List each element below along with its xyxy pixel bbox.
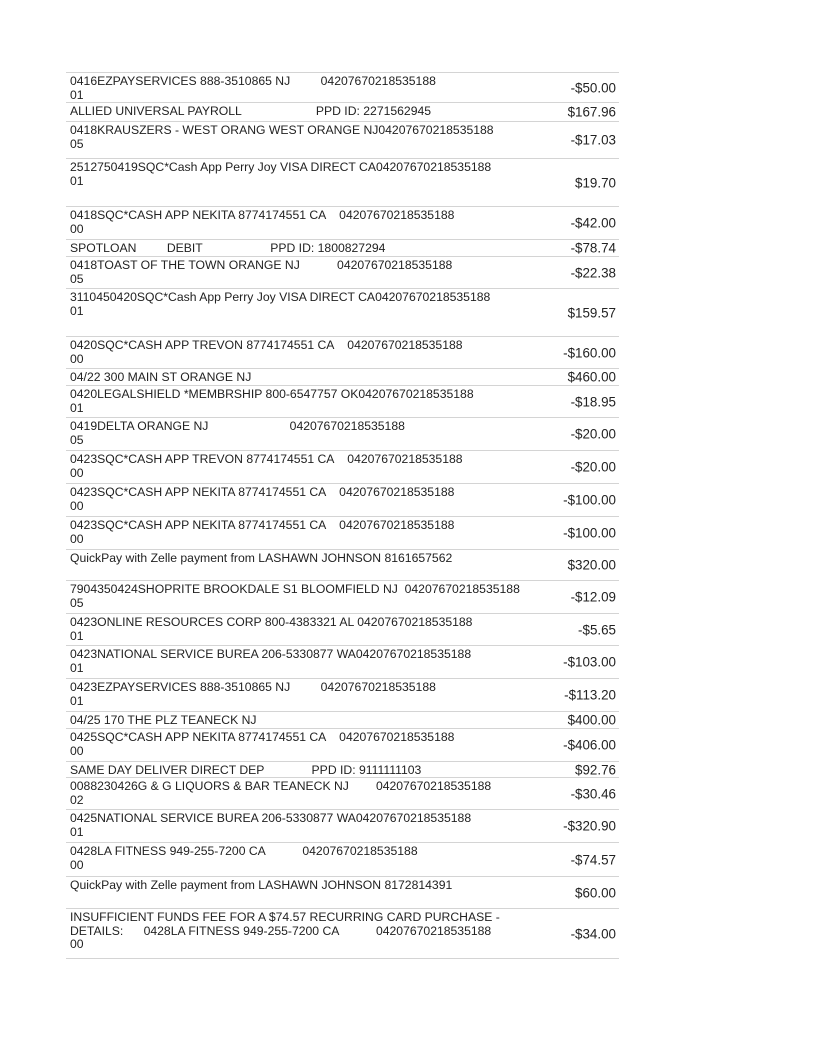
transaction-description bbox=[70, 209, 540, 236]
transaction-amount: $159.57 bbox=[567, 305, 616, 320]
transaction-description bbox=[70, 845, 540, 872]
transaction-row bbox=[66, 762, 619, 778]
transaction-amount: -$50.00 bbox=[570, 80, 616, 95]
transaction-row bbox=[66, 103, 619, 122]
transaction-row bbox=[66, 581, 619, 614]
transaction-amount: -$160.00 bbox=[563, 345, 616, 360]
transaction-description bbox=[70, 339, 540, 366]
transaction-description bbox=[70, 242, 540, 256]
transaction-description bbox=[70, 519, 540, 546]
transaction-description bbox=[70, 648, 540, 675]
description-line: 00 bbox=[70, 857, 84, 872]
transaction-row bbox=[66, 729, 619, 762]
description-line: 7904350424SHOPRITE BROOKDALE S1 BLOOMFIELD NJ 04207670218535188 bbox=[70, 582, 520, 596]
transaction-row bbox=[66, 451, 619, 484]
transaction-amount: -$20.00 bbox=[570, 459, 616, 475]
transaction-amount: $460.00 bbox=[567, 369, 616, 385]
transaction-amount: $167.96 bbox=[567, 104, 616, 120]
transaction-amount: -$42.00 bbox=[570, 215, 616, 231]
description-line: 0423EZPAYSERVICES 888-3510865 NJ 04207670218535188 bbox=[70, 680, 436, 694]
transaction-description bbox=[70, 616, 540, 643]
description-line: 01 bbox=[70, 173, 84, 188]
transaction-amount: -$20.00 bbox=[570, 426, 616, 442]
transaction-amount: -$12.09 bbox=[570, 589, 616, 605]
transactions-table bbox=[66, 72, 619, 959]
transaction-amount: -$5.65 bbox=[578, 622, 616, 637]
transaction-row bbox=[66, 289, 619, 337]
description-line: 00 bbox=[70, 351, 84, 366]
transaction-description bbox=[70, 453, 540, 480]
transaction-description bbox=[70, 388, 540, 415]
transaction-row bbox=[66, 843, 619, 877]
transaction-row bbox=[66, 778, 619, 810]
transaction-amount: -$18.95 bbox=[570, 394, 616, 409]
description-line: 01 bbox=[70, 400, 84, 415]
transaction-row bbox=[66, 517, 619, 550]
description-line: 0423SQC*CASH APP NEKITA 8774174551 CA 04207670218535188 bbox=[70, 518, 455, 532]
transaction-row bbox=[66, 386, 619, 418]
description-line: 00 bbox=[70, 531, 84, 546]
description-line: 0423NATIONAL SERVICE BUREA 206-5330877 WA04207670218535188 bbox=[70, 647, 472, 661]
description-line: INSUFFICIENT FUNDS FEE FOR A $74.57 RECURRING CARD PURCHASE - bbox=[70, 910, 500, 924]
transaction-description bbox=[70, 780, 540, 807]
description-line: 05 bbox=[70, 136, 84, 151]
description-line: 05 bbox=[70, 595, 84, 610]
description-line: 00 bbox=[70, 937, 84, 951]
transaction-row bbox=[66, 122, 619, 159]
transaction-amount: $60.00 bbox=[575, 885, 616, 900]
description-line: 01 bbox=[70, 660, 84, 675]
transaction-description bbox=[70, 552, 540, 566]
description-line: DETAILS: 0428LA FITNESS 949-255-7200 CA 04207670218535188 bbox=[70, 923, 492, 938]
description-line: 0423ONLINE RESOURCES CORP 800-4383321 AL 04207670218535188 bbox=[70, 615, 473, 629]
description-line: 01 bbox=[70, 303, 84, 318]
transaction-amount: -$320.90 bbox=[563, 818, 616, 834]
description-line: 05 bbox=[70, 271, 84, 286]
description-line: 00 bbox=[70, 498, 84, 513]
description-line: 05 bbox=[70, 432, 84, 447]
description-line: ALLIED UNIVERSAL PAYROLL PPD ID: 2271562945 bbox=[70, 104, 432, 118]
transaction-amount: $19.70 bbox=[575, 175, 616, 190]
transaction-row bbox=[66, 337, 619, 369]
transaction-description bbox=[70, 731, 540, 758]
description-line: QuickPay with Zelle payment from LASHAWN JOHNSON 8172814391 bbox=[70, 878, 453, 892]
description-line: 0425SQC*CASH APP NEKITA 8774174551 CA 04207670218535188 bbox=[70, 730, 455, 744]
description-line: 0420SQC*CASH APP TREVON 8774174551 CA 04207670218535188 bbox=[70, 338, 463, 352]
transaction-row bbox=[66, 909, 619, 959]
description-line: 02 bbox=[70, 792, 84, 807]
description-line: 01 bbox=[70, 824, 84, 839]
description-line: 0425NATIONAL SERVICE BUREA 206-5330877 WA04207670218535188 bbox=[70, 811, 472, 825]
transaction-description bbox=[70, 764, 540, 778]
transaction-description bbox=[70, 911, 540, 952]
transaction-row bbox=[66, 614, 619, 646]
transaction-description bbox=[70, 420, 540, 447]
description-line: QuickPay with Zelle payment from LASHAWN JOHNSON 8161657562 bbox=[70, 551, 453, 565]
description-line: 0418KRAUSZERS - WEST ORANG WEST ORANGE NJ04207670218535188 bbox=[70, 123, 494, 137]
transaction-description bbox=[70, 486, 540, 513]
transaction-amount: -$78.74 bbox=[570, 240, 616, 256]
description-line: 2512750419SQC*Cash App Perry Joy VISA DIRECT CA04207670218535188 bbox=[70, 160, 492, 174]
description-line: 0088230426G & G LIQUORS & BAR TEANECK NJ 04207670218535188 bbox=[70, 779, 492, 793]
transaction-row bbox=[66, 679, 619, 712]
transaction-row bbox=[66, 257, 619, 289]
transaction-amount: -$113.20 bbox=[564, 687, 616, 703]
description-line: 04/25 170 THE PLZ TEANECK NJ bbox=[70, 713, 257, 727]
transaction-row bbox=[66, 418, 619, 451]
description-line: 3110450420SQC*Cash App Perry Joy VISA DIRECT CA04207670218535188 bbox=[70, 290, 491, 304]
transaction-description bbox=[70, 161, 540, 188]
transaction-amount: $400.00 bbox=[567, 712, 616, 728]
description-line: 00 bbox=[70, 221, 84, 236]
description-line: 01 bbox=[70, 87, 84, 102]
transaction-amount: -$100.00 bbox=[563, 492, 616, 508]
transaction-description bbox=[70, 124, 540, 151]
transaction-description bbox=[70, 812, 540, 839]
description-line: 00 bbox=[70, 743, 84, 758]
transaction-row bbox=[66, 550, 619, 581]
transaction-description bbox=[70, 371, 540, 385]
transaction-amount: -$100.00 bbox=[563, 525, 616, 541]
description-line: SPOTLOAN DEBIT PPD ID: 1800827294 bbox=[70, 241, 386, 255]
transaction-row bbox=[66, 369, 619, 386]
transaction-amount: -$74.57 bbox=[570, 852, 616, 867]
description-line: 0423SQC*CASH APP NEKITA 8774174551 CA 04207670218535188 bbox=[70, 485, 455, 499]
transaction-amount: -$30.46 bbox=[570, 786, 616, 801]
transaction-description bbox=[70, 75, 540, 102]
description-line: 01 bbox=[70, 628, 84, 643]
transaction-description bbox=[70, 259, 540, 286]
transaction-description bbox=[70, 583, 540, 610]
transaction-description bbox=[70, 681, 540, 708]
transaction-amount: $320.00 bbox=[567, 557, 616, 573]
transaction-row bbox=[66, 73, 619, 103]
description-line: 0423SQC*CASH APP TREVON 8774174551 CA 04207670218535188 bbox=[70, 452, 463, 466]
description-line: 00 bbox=[70, 465, 84, 480]
description-line: 0418SQC*CASH APP NEKITA 8774174551 CA 04207670218535188 bbox=[70, 208, 455, 222]
description-line: 0428LA FITNESS 949-255-7200 CA 04207670218535188 bbox=[70, 844, 418, 858]
transaction-row bbox=[66, 810, 619, 843]
transaction-row bbox=[66, 207, 619, 240]
transaction-amount: -$406.00 bbox=[563, 737, 616, 753]
transaction-amount: -$103.00 bbox=[563, 654, 616, 670]
description-line: 0420LEGALSHIELD *MEMBRSHIP 800-6547757 OK04207670218535188 bbox=[70, 387, 474, 401]
transaction-description bbox=[70, 291, 540, 318]
description-line: 0419DELTA ORANGE NJ 04207670218535188 bbox=[70, 419, 405, 433]
description-line: 04/22 300 MAIN ST ORANGE NJ bbox=[70, 370, 252, 384]
transaction-row bbox=[66, 646, 619, 679]
transaction-description bbox=[70, 879, 540, 893]
transaction-row bbox=[66, 484, 619, 517]
description-line: 0418TOAST OF THE TOWN ORANGE NJ 04207670218535188 bbox=[70, 258, 453, 272]
description-line: SAME DAY DELIVER DIRECT DEP PPD ID: 9111111103 bbox=[70, 763, 422, 777]
transaction-row bbox=[66, 240, 619, 257]
transaction-amount: -$17.03 bbox=[570, 132, 616, 148]
description-line: 01 bbox=[70, 693, 84, 708]
transaction-amount: -$22.38 bbox=[570, 265, 616, 280]
transaction-row bbox=[66, 877, 619, 909]
transaction-description bbox=[70, 714, 540, 728]
transaction-row bbox=[66, 159, 619, 207]
transaction-amount: -$34.00 bbox=[570, 926, 616, 941]
transaction-amount: $92.76 bbox=[575, 762, 616, 777]
description-line: 0416EZPAYSERVICES 888-3510865 NJ 04207670218535188 bbox=[70, 74, 436, 88]
transaction-description bbox=[70, 105, 540, 119]
transaction-row bbox=[66, 712, 619, 729]
